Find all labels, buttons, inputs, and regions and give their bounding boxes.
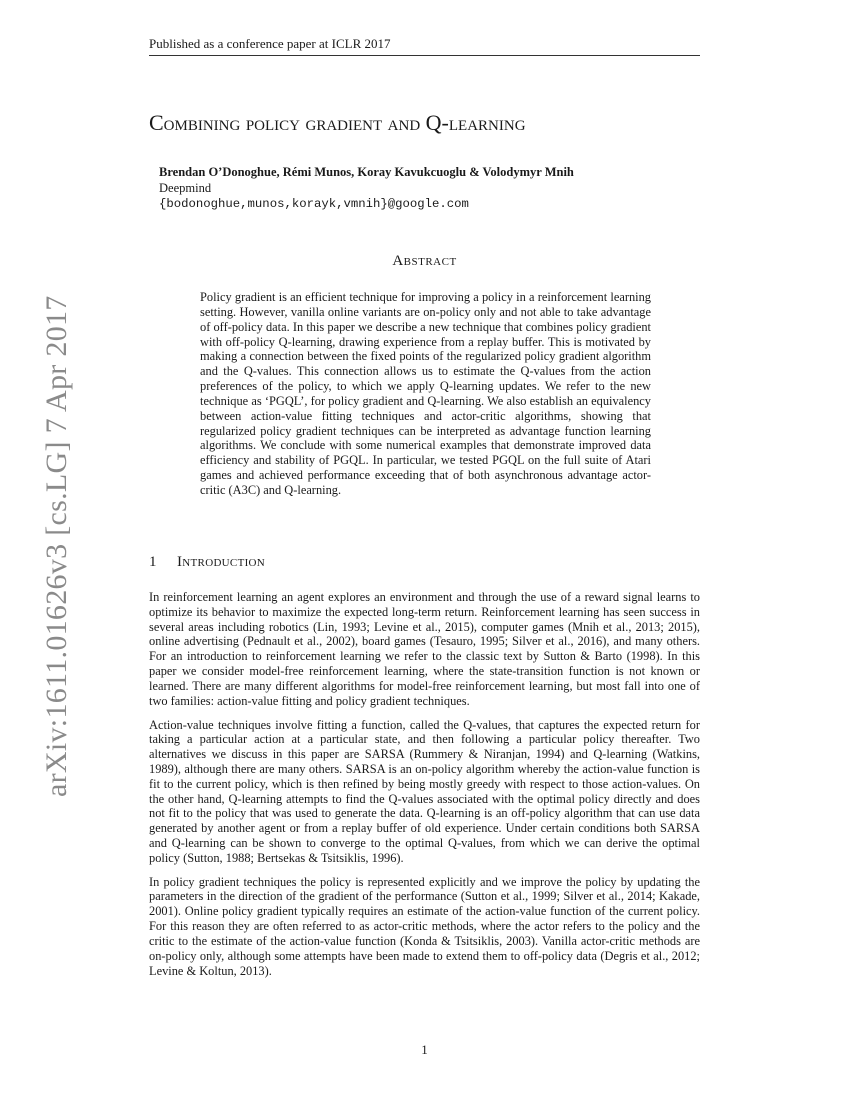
author-email: {bodonoghue,munos,korayk,vmnih}@google.com (159, 197, 469, 211)
running-header: Published as a conference paper at ICLR 2017 (149, 36, 391, 51)
section-title: Introduction (177, 554, 266, 570)
paragraph: In policy gradient techniques the policy is represented explicitly and we improve the policy by updating the parameters in the direction of the gradient of the performance (Sutton et al., 1999; Silver et al., 2014; Kakade, 2001). Online policy gradient typically requires an estimate of the action-value function of the current policy. For this reason they are often referred to as actor-critic methods, where the actor refers to the policy and the critic to the estimate of the action-value function (Konda & Tsitsiklis, 2003). Vanilla actor-critic methods are on-policy only, although some attempts have been made to extend them to off-policy data (Degris et al., 2012; Levine & Koltun, 2013). (149, 874, 700, 978)
author-names: Brendan O’Donoghue, Rémi Munos, Koray Kavukcuoglu & Volodymyr Mnih (159, 165, 574, 179)
affiliation: Deepmind (159, 181, 212, 195)
paper-title: Combining policy gradient and Q-learning (149, 110, 526, 135)
paragraph: In reinforcement learning an agent explores an environment and through the use of a reward signal learns to optimize its behavior to maximize the expected long-term return. Reinforcement learning has seen success in several areas including robotics (Lin, 1993; Levine et al., 2015), computer games (Mnih et al., 2013; 2015), online advertising (Pednault et al., 2002), board games (Tesauro, 1995; Silver et al., 2016), and many others. For an introduction to reinforcement learning we refer to the classic text by Sutton & Barto (1998). In this paper we consider model-free reinforcement learning, where the state-transition function is not known or learned. There are many different algorithms for model-free reinforcement learning, but most fall into one of two families: action-value fitting and policy gradient techniques. (149, 590, 700, 708)
introduction-body (149, 590, 700, 987)
section-heading-introduction (149, 552, 700, 572)
abstract-heading: Abstract (392, 253, 457, 269)
paragraph: Action-value techniques involve fitting a function, called the Q-values, that captures the expected return for taking a particular action at a particular state, and then following a particular policy thereafter. Two alternatives we discuss in this paper are SARSA (Rummery & Niranjan, 1994) and Q-learning (Watkins, 1989), although there are many others. SARSA is an on-policy algorithm whereby the action-value function is fit to the current policy, which is then refined by being mostly greedy with respect to those action-values. On the other hand, Q-learning attempts to find the Q-values associated with the optimal policy directly and does not fit to the policy that was used to generate the data. Q-learning is an off-policy algorithm that can use data generated by another agent or from a replay buffer of old experience. Under certain conditions both SARSA and Q-learning can be shown to converge to the optimal Q-values, from which we can derive the optimal policy (Sutton, 1988; Bertsekas & Tsitsiklis, 1996). (149, 717, 700, 865)
arxiv-stamp: arXiv:1611.01626v3 [cs.LG] 7 Apr 2017 (40, 295, 73, 797)
page-number: 1 (421, 1042, 428, 1057)
abstract-text: Policy gradient is an efficient technique for improving a policy in a reinforcement learning setting. However, vanilla online variants are on-policy only and not able to take advantage of off-policy data. In this paper we describe a new technique that combines policy gradient with off-policy Q-learning, drawing experience from a replay buffer. This is motivated by making a connection between the fixed points of the regularized policy gradient algorithm and the Q-values. This connection allows us to estimate the Q-values from the action preferences of the policy, to which we apply Q-learning updates. We refer to the new technique as ‘PGQL’, for policy gradient and Q-learning. We also establish an equivalency between action-value fitting techniques and actor-critic algorithms, showing that regularized policy gradient techniques can be interpreted as advantage function learning algorithms. We conclude with some numerical examples that demonstrate improved data efficiency and stability of PGQL. In particular, we tested PGQL on the full suite of Atari games and achieved performance exceeding that of both asynchronous advantage actor-critic (A3C) and Q-learning. (200, 290, 651, 497)
author-block (159, 164, 719, 212)
header-rule (149, 55, 700, 56)
section-number: 1 (149, 554, 157, 570)
